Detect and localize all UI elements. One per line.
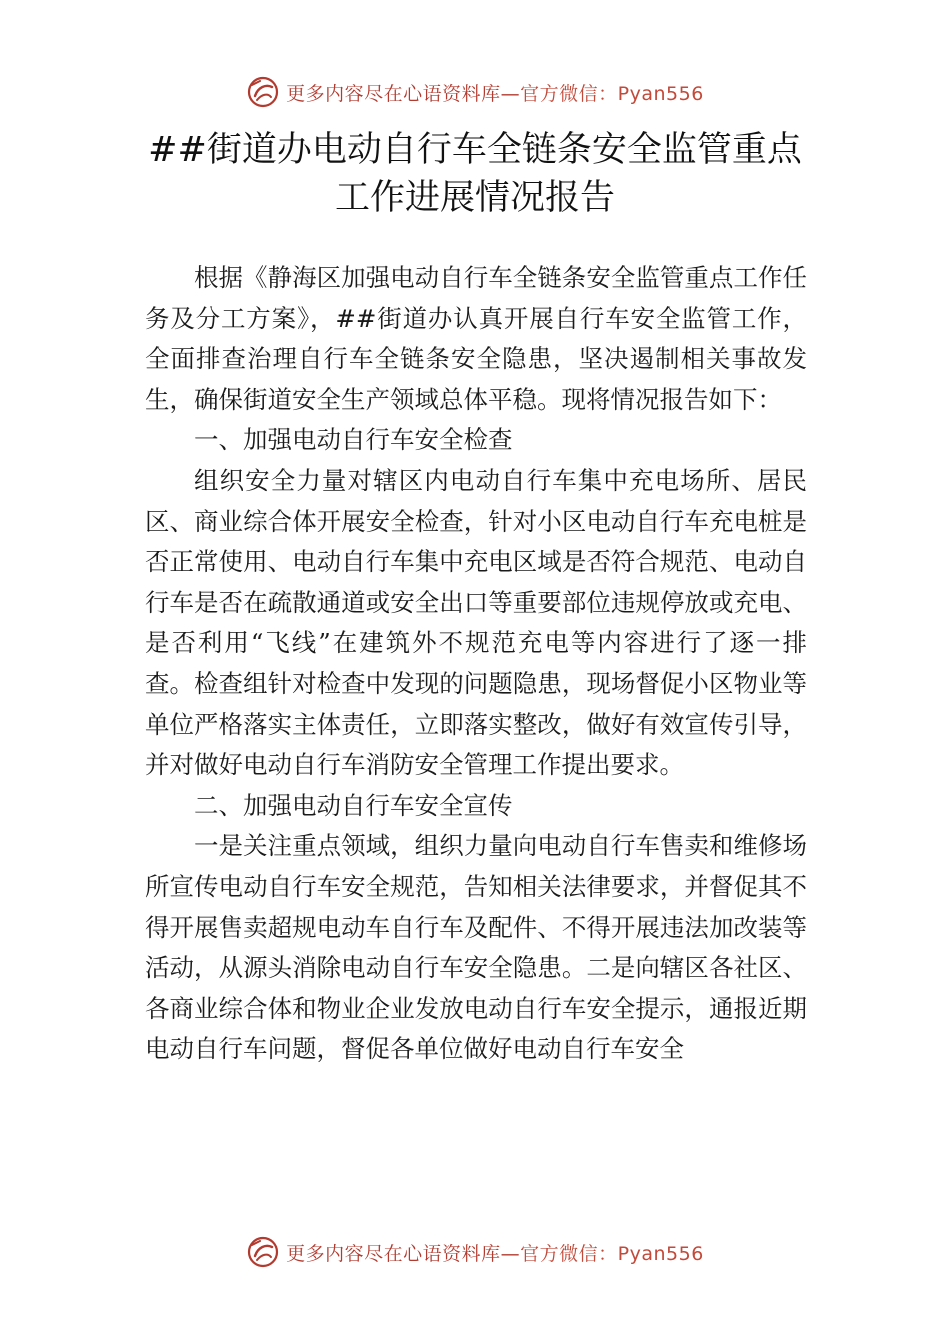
watermark-dash: —: [500, 1242, 521, 1265]
watermark-footer: [0, 1232, 950, 1272]
document-body: [145, 258, 807, 1070]
watermark-header: [0, 72, 950, 112]
seal-logo-icon: [246, 75, 280, 109]
watermark-main-text: 更多内容尽在心语资料库: [286, 82, 501, 105]
paragraph-section-2: 一是关注重点领域，组织力量向电动自行车售卖和维修场所宣传电动自行车安全规范，告知相关法律要求，并督促其不得开展售卖超规电动车自行车及配件、不得开展违法加改装等活动，从源头消除电动自行车安全隐患。二是向辖区各社区、各商业综合体和物业企业发放电动自行车安全提示，通报近期电动自行车问题，督促各单位做好电动自行车安全: [145, 831, 807, 1064]
section-heading-1: 一、加强电动自行车安全检查: [194, 425, 513, 455]
watermark-main-text: 更多内容尽在心语资料库: [286, 1242, 501, 1265]
document-title: [80, 126, 870, 222]
paragraph-section-1: 组织安全力量对辖区内电动自行车集中充电场所、居民区、商业综合体开展安全检查，针对小区电动自行车充电桩是否正常使用、电动自行车集中充电区域是否符合规范、电动自行车是否在疏散通道或安全出口等重要部位违规停放或充电、是否利用“飞线”在建筑外不规范充电等内容进行了逐一排查。检查组针对检查中发现的问题隐患，现场督促小区物业等单位严格落实主体责任，立即落实整改，做好有效宣传引导，并对做好电动自行车消防安全管理工作提出要求。: [145, 465, 807, 780]
watermark-wechat-text: 官方微信：Pyan556: [520, 1242, 704, 1265]
watermark-text: [286, 79, 704, 106]
section-heading-2: 二、加强电动自行车安全宣传: [194, 790, 513, 820]
paragraph-intro: 根据《静海区加强电动自行车全链条安全监管重点工作任务及分工方案》，##街道办认真开展自行车安全监管工作，全面排查治理自行车全链条安全隐患，坚决遏制相关事故发生，确保街道安全生产领域总体平稳。现将情况报告如下：: [145, 263, 807, 414]
title-line-1: ##街道办电动自行车全链条安全监管重点: [148, 130, 802, 170]
seal-logo-icon: [246, 1235, 280, 1269]
watermark-wechat-text: 官方微信：Pyan556: [520, 82, 704, 105]
watermark-dash: —: [500, 82, 521, 105]
watermark-text: [286, 1239, 704, 1266]
title-line-2: 工作进展情况报告: [334, 178, 615, 218]
